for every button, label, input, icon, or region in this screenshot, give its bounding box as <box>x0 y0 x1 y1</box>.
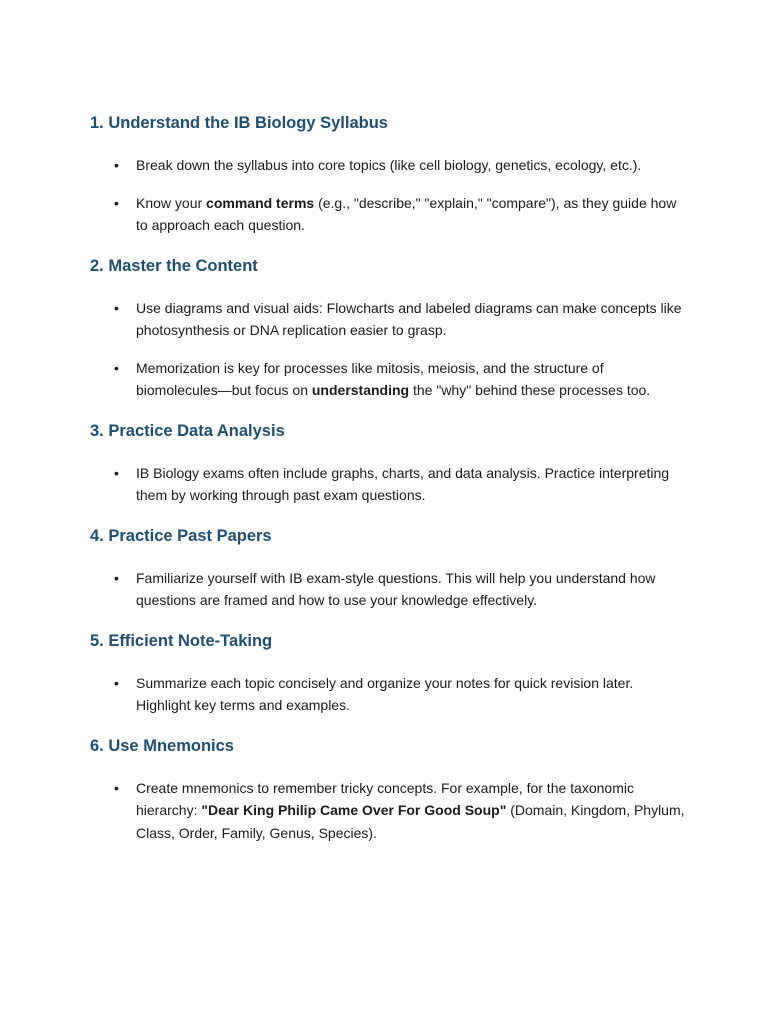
list-item <box>90 297 686 342</box>
section-heading: 3. Practice Data Analysis <box>90 421 285 440</box>
bullet-text: Memorization is key for processes like mitosis, meiosis, and the structure of biomolecules—but focus on <box>136 359 604 398</box>
bullet-list <box>90 777 690 845</box>
bullet-icon: • <box>114 779 119 796</box>
bullet-text: the "why" behind these processes too. <box>409 382 651 398</box>
bullet-text: Use diagrams and visual aids: Flowcharts and labeled diagrams can make concepts like photosynthesis or DNA replication easier to grasp. <box>136 299 682 338</box>
section-heading: 4. Practice Past Papers <box>90 526 272 545</box>
bullet-list <box>90 297 690 402</box>
section-heading: 2. Master the Content <box>90 256 258 275</box>
list-item <box>90 462 686 507</box>
section-mnemonics <box>90 735 690 845</box>
bullet-text: (e.g., "describe," "explain," "compare"), as they guide how to approach each question. <box>136 194 677 233</box>
bold-term: command terms <box>206 194 315 211</box>
bullet-icon: • <box>114 674 119 691</box>
bullet-text: (Domain, Kingdom, Phylum, Class, Order, Family, Genus, Species). <box>136 802 685 841</box>
section-data-analysis <box>90 420 690 507</box>
bullet-icon: • <box>114 157 119 173</box>
bullet-icon: • <box>114 194 119 211</box>
bold-term: understanding <box>311 382 410 398</box>
section-heading: 6. Use Mnemonics <box>90 736 234 755</box>
list-item <box>90 154 686 177</box>
bold-term: "Dear King Philip Came Over For Good Soup" <box>201 802 507 818</box>
section-content <box>90 255 690 402</box>
bullet-text: Know your <box>136 194 207 211</box>
bullet-icon: • <box>114 569 119 586</box>
bullet-icon: • <box>114 359 119 376</box>
bullet-text: Create mnemonics to remember tricky concepts. For example, for the taxonomic hierarchy: <box>136 779 634 818</box>
document-page <box>90 112 690 844</box>
bullet-icon: • <box>114 464 119 481</box>
bullet-list <box>90 672 690 717</box>
section-heading: 1. Understand the IB Biology Syllabus <box>90 114 388 132</box>
bullet-text: IB Biology exams often include graphs, charts, and data analysis. Practice interpreting them by working through past exam questions. <box>136 464 670 503</box>
bullet-list <box>90 567 690 612</box>
section-heading: 5. Efficient Note-Taking <box>90 631 273 650</box>
bullet-text: Summarize each topic concisely and organize your notes for quick revision later. Highlight key terms and examples. <box>136 674 634 713</box>
list-item <box>90 777 686 845</box>
bullet-list <box>90 154 690 237</box>
section-note-taking <box>90 630 690 717</box>
bullet-text: Break down the syllabus into core topics (like cell biology, genetics, ecology, etc.). <box>136 157 642 173</box>
list-item <box>90 357 686 402</box>
bullet-text: Familiarize yourself with IB exam-style questions. This will help you understand how questions are framed and how to use your knowledge effectively. <box>136 569 656 608</box>
bullet-icon: • <box>114 299 119 316</box>
section-syllabus <box>90 112 690 237</box>
list-item <box>90 192 686 237</box>
list-item <box>90 672 686 717</box>
bullet-list <box>90 462 690 507</box>
section-past-papers <box>90 525 690 612</box>
list-item <box>90 567 686 612</box>
